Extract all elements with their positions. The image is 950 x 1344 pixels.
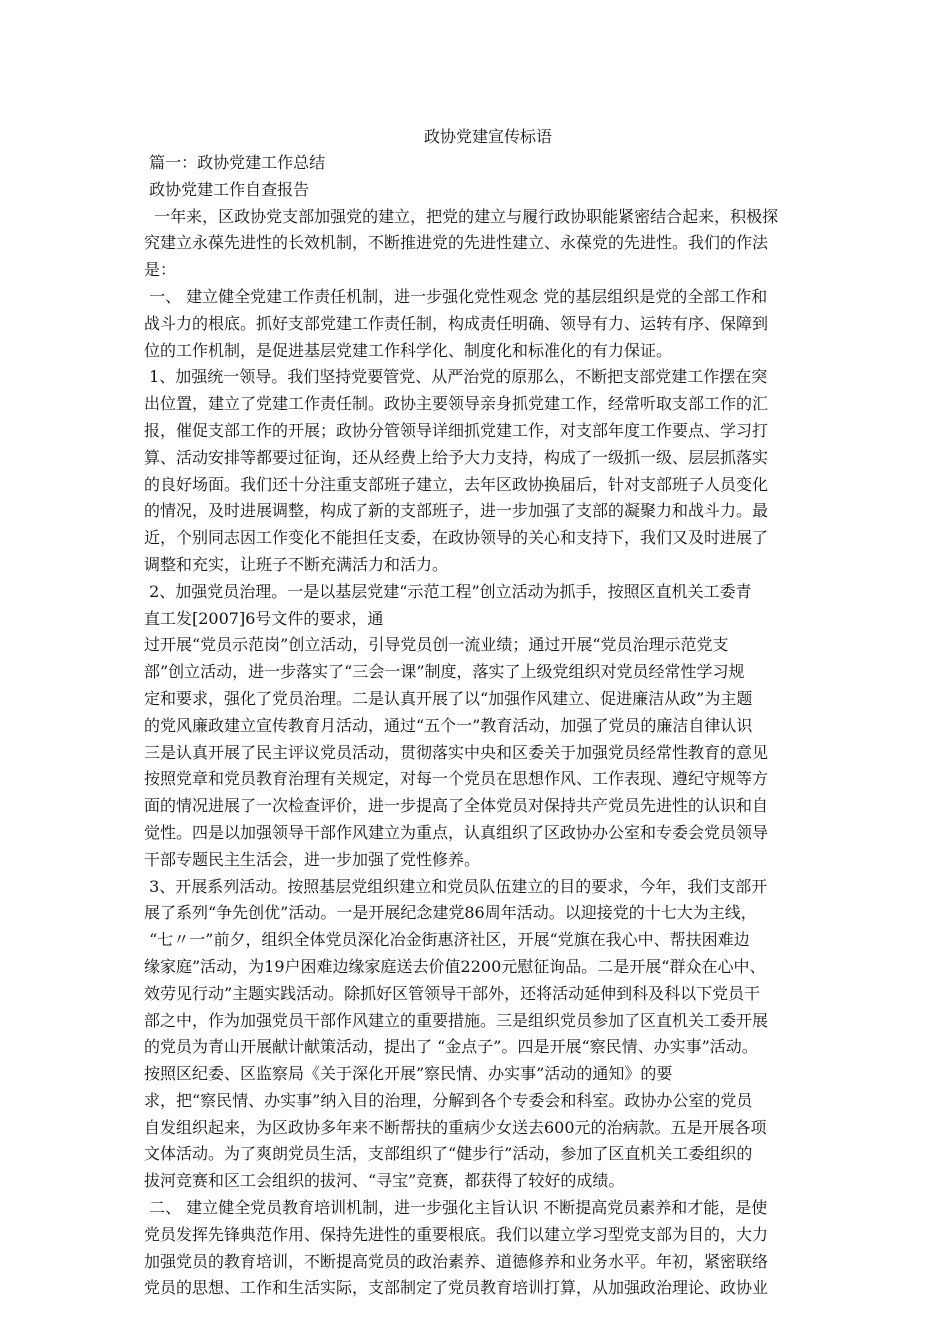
body-line: 面的情况进展了一次检查评价，进一步提高了全体党员对保持共产党员先进性的认识和自 xyxy=(144,796,769,816)
body-line: 算、活动安排等都要过征询，还从经费上给予大力支持，构成了一级抓一级、层层抓落实 xyxy=(144,447,769,467)
body-line: 过开展“党员示范岗”创立活动，引导党员创一流业绩；通过开展“党员治理示范党支 xyxy=(144,635,729,655)
body-line: 缘家庭”活动，为19户困难边缘家庭送去价值2200元慰征询品。二是开展“群众在心中、 xyxy=(144,956,766,976)
body-line: 一年来，区政协党支部加强党的建立，把党的建立与履行政协职能紧密结合起来，积极探 xyxy=(144,206,779,226)
body-line: 出位置，建立了党建工作责任制。政协主要领导亲身抓党建工作，经常听取支部工作的汇 xyxy=(144,394,769,414)
body-line: 究建立永葆先进性的长效机制，不断推进党的先进性建立、永葆党的先进性。我们的作法 xyxy=(144,233,769,253)
body-line: 篇一：政协党建工作总结 xyxy=(144,153,326,172)
body-line: 觉性。四是以加强领导干部作风建立为重点，认真组织了区政协办公室和专委会党员领导 xyxy=(144,822,769,842)
body-line: 2、加强党员治理。一是以基层党建“示范工程”创立活动为抓手，按照区直机关工委青 xyxy=(144,581,752,601)
body-line: 调整和充实，让班子不断充满活力和活力。 xyxy=(144,554,449,574)
body-line: 3、开展系列活动。按照基层党组织建立和党员队伍建立的目的要求，今年，我们支部开 xyxy=(144,876,768,896)
body-line: 按照党章和党员教育治理有关规定，对每一个党员在思想作风、工作表现、遵纪守规等方 xyxy=(144,769,769,789)
document-title: 政协党建宣传标语 xyxy=(423,127,552,146)
body-line: 自发组织起来，为区政协多年来不断帮扶的重病少女送去600元的治病款。五是开展各项 xyxy=(144,1117,767,1137)
body-line: 党员的思想、工作和生活实际，支部制定了党员教育培训打算，从加强政治理论、政协业 xyxy=(144,1278,769,1298)
document-body xyxy=(144,150,812,1302)
body-line: 是： xyxy=(144,260,177,280)
body-line: 定和要求，强化了党员治理。二是认真开展了以“加强作风建立、促进廉洁从政”为主题 xyxy=(144,688,753,708)
body-line: 的情况，及时进展调整，构成了新的支部班子，进一步加强了支部的凝聚力和战斗力。最 xyxy=(144,501,769,521)
body-line: 按照区纪委、区监察局《关于深化开展”察民情、办实事”活动的通知》的要 xyxy=(144,1064,673,1084)
body-line: 1、加强统一领导。我们坚持党要管党、从严治党的原那么，不断把支部党建工作摆在突 xyxy=(144,367,768,387)
body-line: 的党员为青山开展献计献策活动，提出了 “金点子”。四是开展“察民情、办实事”活动。 xyxy=(144,1037,758,1057)
body-line: 二、 建立健全党员教育培训机制，进一步强化主旨认识 不断提高党员素养和才能，是使 xyxy=(144,1198,768,1218)
body-line: “七〃一”前夕，组织全体党员深化冶金街惠济社区，开展“党旗在我心中、帮扶困难边 xyxy=(144,930,750,950)
body-line: 文体活动。为了爽朗党员生活，支部组织了“健步行”活动，参加了区直机关工委组织的 xyxy=(144,1144,753,1164)
body-line: 报，催促支部工作的开展；政协分管领导详细抓党建工作，对支部年度工作要点、学习打 xyxy=(144,420,769,440)
body-line: 拔河竞赛和区工会组织的拔河、“寻宝”竞赛，都获得了较好的成绩。 xyxy=(144,1171,625,1191)
body-line: 部”创立活动，进一步落实了“三会一课”制度，落实了上级党组织对党员经常性学习规 xyxy=(144,662,745,682)
body-line: 位的工作机制，是促进基层党建工作科学化、制度化和标准化的有力保证。 xyxy=(144,340,673,360)
body-line: 干部专题民主生活会，进一步加强了党性修养。 xyxy=(144,849,481,869)
body-line: 加强党员的教育培训，不断提高党员的政治素养、道德修养和业务水平。年初，紧密联络 xyxy=(144,1251,769,1271)
body-line: 部之中，作为加强党员干部作风建立的重要措施。三是组织党员参加了区直机关工委开展 xyxy=(144,1010,769,1030)
body-line: 三是认真开展了民主评议党员活动，贯彻落实中央和区委关于加强党员经常性教育的意见 xyxy=(144,742,769,762)
body-line: 一、 建立健全党建工作责任机制，进一步强化党性观念 党的基层组织是党的全部工作和 xyxy=(144,286,768,306)
body-line: 的良好场面。我们还十分注重支部班子建立，去年区政协换届后，针对支部班子人员变化 xyxy=(144,474,769,494)
body-line: 求，把“察民情、办实事”纳入目的治理，分解到各个专委会和科室。政协办公室的党员 xyxy=(144,1090,753,1110)
body-line: 党员发挥先锋典范作用、保持先进性的重要根底。我们以建立学习型党支部为目的，大力 xyxy=(144,1224,769,1244)
body-line: 近，个别同志因工作变化不能担任支委，在政协领导的关心和支持下，我们又及时进展了 xyxy=(144,528,769,548)
body-line: 展了系列“争先创优”活动。一是开展纪念建党86周年活动。以迎接党的十七大为主线， xyxy=(144,903,757,923)
body-line: 效劳见行动”主题实践活动。除抓好区管领导干部外，还将活动延伸到科及科以下党员干 xyxy=(144,983,761,1003)
body-line: 直工发[2007]6号文件的要求，通 xyxy=(144,608,384,628)
body-line: 政协党建工作自查报告 xyxy=(144,179,310,199)
body-line: 的党风廉政建立宣传教育月活动，通过“五个一”教育活动，加强了党员的廉洁自律认识 xyxy=(144,715,753,735)
body-line: 战斗力的根底。抓好支部党建工作责任制，构成责任明确、领导有力、运转有序、保障到 xyxy=(144,313,769,333)
